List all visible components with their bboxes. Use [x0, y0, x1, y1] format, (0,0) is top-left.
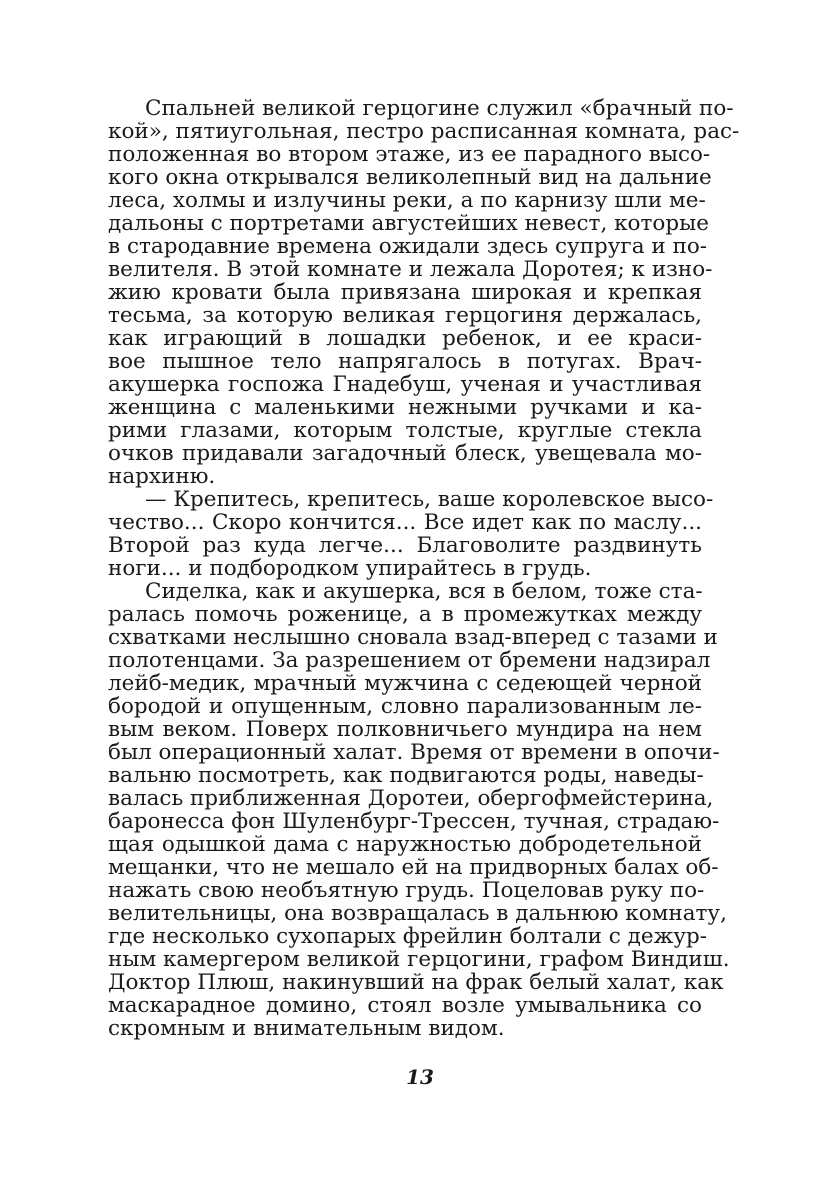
paragraph	[108, 96, 740, 489]
text-line: положенная во втором этаже, из ее парадного высо-	[108, 142, 711, 167]
paragraph	[108, 579, 730, 1041]
text-line: кой», пятиугольная, пестро расписанная комната, рас-	[108, 119, 740, 144]
text-line: схватками неслышно сновала взад-вперед с тазами и	[108, 625, 718, 650]
text-line: — Крепитесь, крепитесь, ваше королевское высо-	[145, 487, 714, 512]
text-line: щая одышкой дама с наружностью добродетельной	[108, 832, 702, 857]
text-line: рими глазами, которым толстые, круглые стекла	[108, 418, 702, 443]
text-line: мещанки, что не мешало ей на придворных балах об-	[108, 855, 719, 880]
text-line: валась приближенная Доротеи, обергофмейстерина,	[108, 786, 714, 811]
text-line: Сиделка, как и акушерка, вся в белом, тоже ста-	[145, 579, 703, 604]
text-line: баронесса фон Шуленбург-Трессен, тучная, страдаю-	[108, 809, 720, 834]
text-line: бородой и опущенным, словно парализованным ле-	[108, 694, 702, 719]
text-line: ноги... и подбородком упирайтесь в грудь.	[108, 556, 592, 581]
text-line: велителя. В этой комнате и лежала Доротея; к изно-	[108, 257, 713, 282]
text-line: Доктор Плюш, накинувший на фрак белый халат, как	[108, 970, 724, 995]
text-line: в стародавние времена ожидали здесь супруга и по-	[108, 234, 708, 259]
text-line: велительницы, она возвращалась в дальнюю комнату,	[108, 901, 727, 926]
text-line: скромным и внимательным видом.	[108, 1016, 505, 1041]
text-line: вым веком. Поверх полковничьего мундира на нем	[108, 717, 702, 742]
text-line: жию кровати была привязана широкая и крепкая	[108, 280, 702, 305]
text-line: вое пышное тело напрягалось в потугах. Врач-	[108, 349, 702, 374]
text-line: Второй раз куда легче... Благоволите раздвинуть	[108, 533, 702, 558]
page-number: 13	[406, 1065, 434, 1089]
text-line: леса, холмы и излучины реки, а по карнизу шли ме-	[108, 188, 706, 213]
text-line: чество... Скоро кончится... Все идет как по маслу...	[108, 510, 702, 535]
body-text	[108, 96, 740, 1041]
text-line: ралась помочь роженице, а в промежутках между	[108, 602, 702, 627]
text-line: ным камергером великой герцогини, графом Виндиш.	[108, 947, 730, 972]
text-line: полотенцами. За разрешением от бремени надзирал	[108, 648, 711, 673]
text-line: нажать свою необъятную грудь. Поцеловав руку по-	[108, 878, 705, 903]
text-line: кого окна открывался великолепный вид на дальние	[108, 165, 712, 190]
text-line: маскарадное домино, стоял возле умывальника со	[108, 993, 702, 1018]
text-line: акушерка госпожа Гнадебуш, ученая и участливая	[108, 372, 702, 397]
text-line: как играющий в лошадки ребенок, и ее краси-	[108, 326, 702, 351]
text-line: лейб-медик, мрачный мужчина с седеющей черной	[108, 671, 702, 696]
text-line: женщина с маленькими нежными ручками и ка-	[108, 395, 702, 420]
text-line: нархиню.	[108, 464, 216, 489]
text-line: тесьма, за которую великая герцогиня держалась,	[108, 303, 702, 328]
text-line: был операционный халат. Время от времени в опочи-	[108, 740, 720, 765]
text-line: очков придавали загадочный блеск, увещевала мо-	[108, 441, 702, 466]
paragraph	[108, 487, 714, 581]
text-line: дальоны с портретами августейших невест, которые	[108, 211, 709, 236]
text-line: Спальней великой герцогине служил «брачный по-	[145, 96, 734, 121]
text-line: где несколько сухопарых фрейлин болтали с дежур-	[108, 924, 708, 949]
text-line: вальню посмотреть, как подвигаются роды, наведы-	[108, 763, 704, 788]
